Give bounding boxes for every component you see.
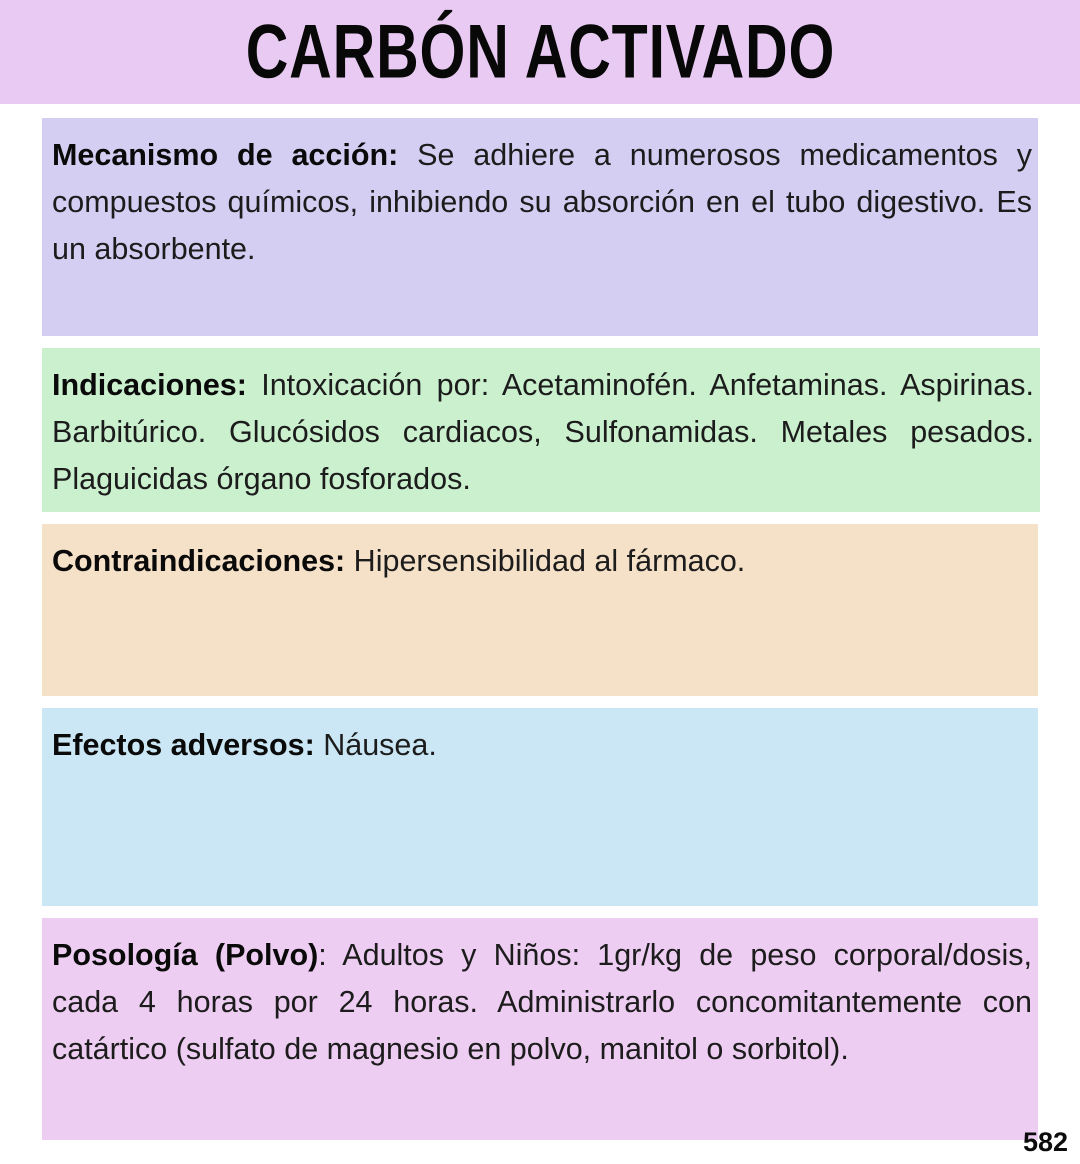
- section-posologia: [42, 918, 1038, 1140]
- section-text: [42, 714, 1038, 775]
- section-lead: Contraindicaciones:: [52, 544, 346, 578]
- section-mecanismo-de-accion: [42, 118, 1038, 336]
- section-indicaciones: [42, 348, 1040, 512]
- section-text: [42, 354, 1040, 509]
- section-body: Intoxicación por: Acetaminofén. Anfetaminas. Aspirinas. Barbitúrico. Glucósidos cardiacos, Sulfonamidas. Metales pesados. Plaguicidas órgano fosforados.: [52, 368, 1034, 496]
- section-body: Hipersensibilidad al fármaco.: [345, 544, 746, 578]
- section-body: : Adultos y Niños: 1gr/kg de peso corporal/dosis, cada 4 horas por 24 horas. Administrarlo concomitantemente con catártico (sulfato de magnesio en polvo, manitol o sorbitol).: [52, 938, 1032, 1066]
- section-text: [42, 124, 1038, 279]
- page-title: CARBÓN ACTIVADO: [245, 9, 835, 95]
- section-body: Se adhiere a numerosos medicamentos y compuestos químicos, inhibiendo su absorción en el tubo digestivo. Es un absorbente.: [52, 138, 1032, 266]
- section-list: [42, 118, 1038, 1152]
- section-contraindicaciones: [42, 524, 1038, 696]
- section-lead: Indicaciones:: [52, 368, 247, 402]
- header-band: [0, 0, 1080, 104]
- page-number: 582: [1022, 1127, 1068, 1157]
- section-body: Náusea.: [314, 728, 437, 762]
- section-lead: Efectos adversos:: [52, 728, 315, 762]
- section-lead: Mecanismo de acción:: [52, 138, 399, 172]
- section-text: [42, 530, 1038, 591]
- section-lead: Posología (Polvo): [52, 938, 319, 972]
- section-efectos-adversos: [42, 708, 1038, 906]
- section-text: [42, 924, 1038, 1079]
